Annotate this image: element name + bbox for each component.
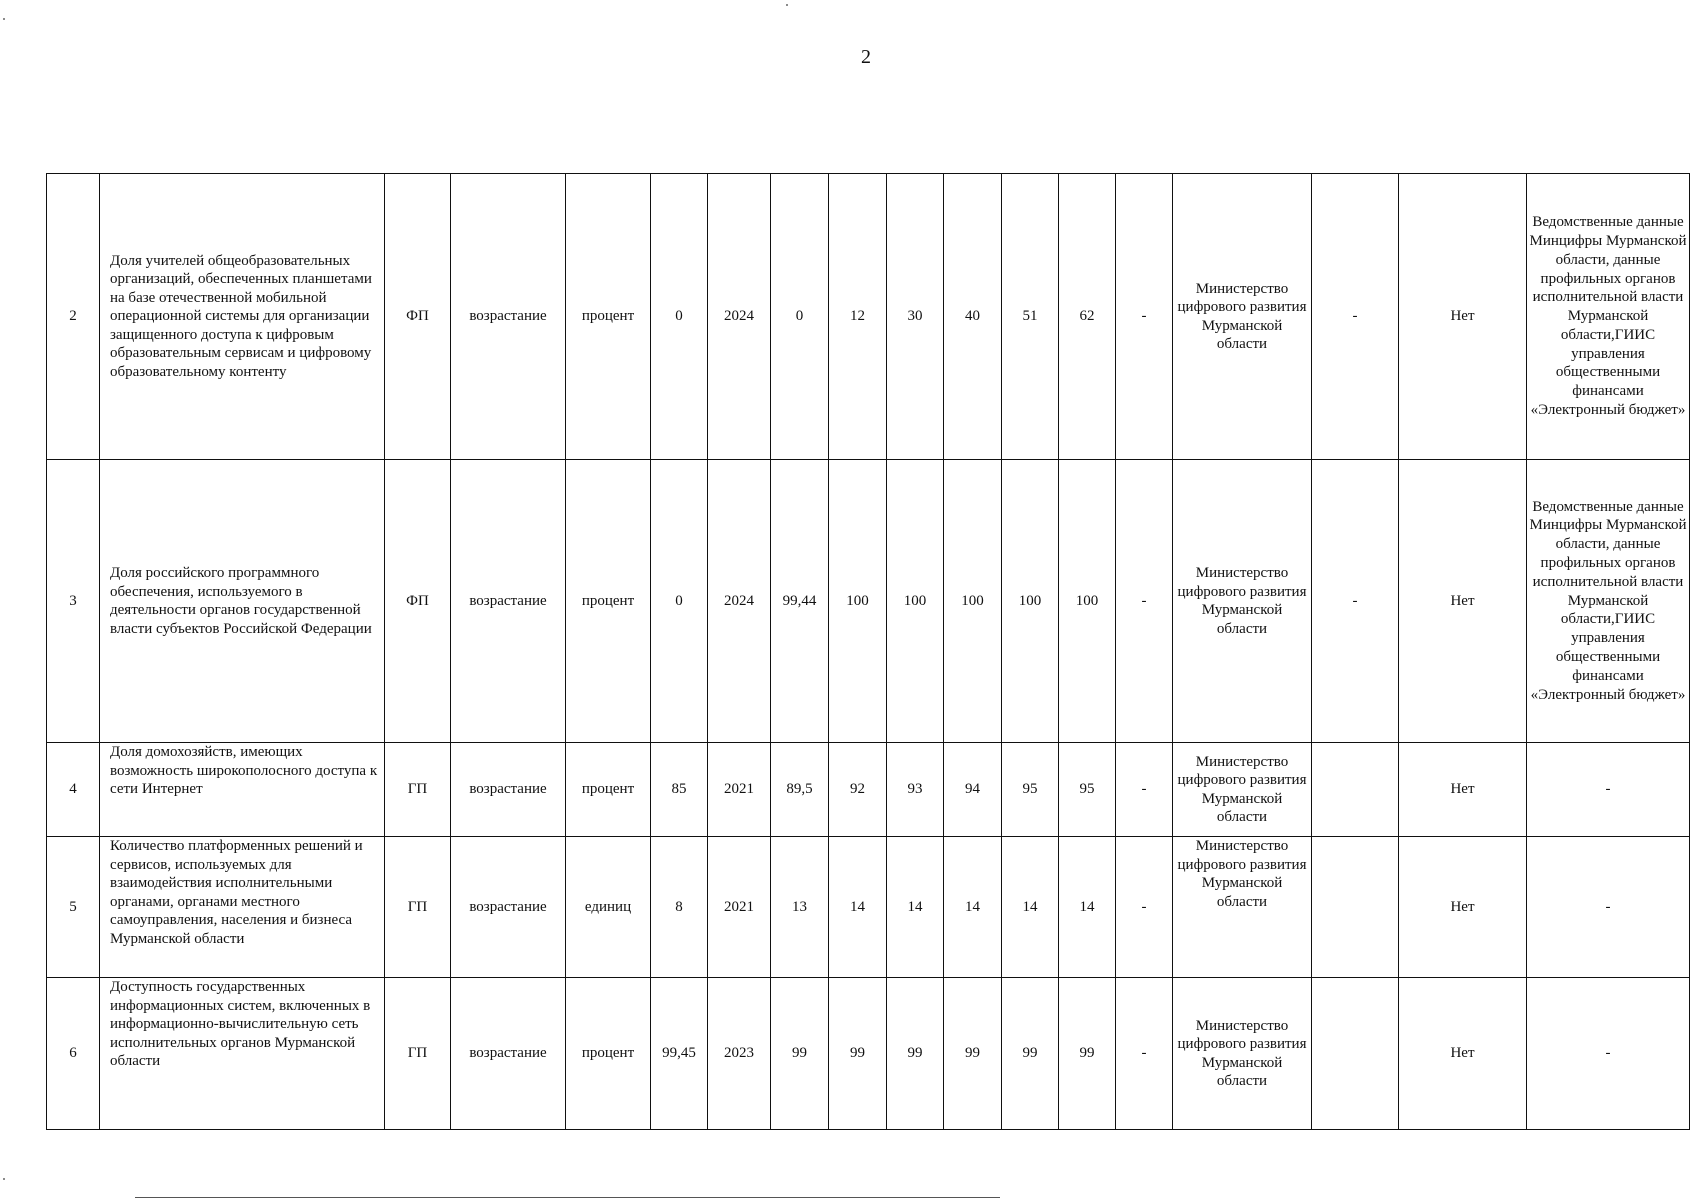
link-cell: - — [1312, 460, 1399, 743]
indicator-level: ФП — [385, 460, 451, 743]
responsible-body: Министерство цифрового развития Мурманской области — [1173, 978, 1312, 1130]
indicator-name: Доля домохозяйств, имеющих возможность широкополосного доступа к сети Интернет — [100, 743, 385, 837]
info-system-cell: Нет — [1399, 743, 1527, 837]
indicator-level: ГП — [385, 978, 451, 1130]
base-value: 99,45 — [651, 978, 708, 1130]
data-source: - — [1527, 743, 1690, 837]
scan-speck — [3, 18, 5, 20]
year-value: 100 — [944, 460, 1002, 743]
row-number: 4 — [47, 743, 100, 837]
link-cell — [1312, 743, 1399, 837]
link-cell — [1312, 837, 1399, 978]
document-cell: - — [1116, 174, 1173, 460]
year-value: 14 — [1002, 837, 1059, 978]
year-value: 0 — [771, 174, 829, 460]
unit-of-measure: единиц — [566, 837, 651, 978]
base-value: 8 — [651, 837, 708, 978]
year-value: 99 — [829, 978, 887, 1130]
document-cell: - — [1116, 837, 1173, 978]
responsible-body: Министерство цифрового развития Мурманской области — [1173, 837, 1312, 978]
year-value: 30 — [887, 174, 944, 460]
indicator-level: ФП — [385, 174, 451, 460]
footer-rule — [135, 1197, 1000, 1198]
year-value: 14 — [1059, 837, 1116, 978]
base-year: 2021 — [708, 743, 771, 837]
data-source: Ведомственные данные Минцифры Мурманской области, данные профильных органов исполнительной власти Мурманской области,ГИИС управления общественными финансами «Электронный бюджет» — [1527, 174, 1690, 460]
indicator-trend: возрастание — [451, 174, 566, 460]
responsible-body: Министерство цифрового развития Мурманской области — [1173, 174, 1312, 460]
document-cell: - — [1116, 460, 1173, 743]
year-value: 14 — [944, 837, 1002, 978]
table-row — [47, 743, 1690, 837]
indicator-name: Доля учителей общеобразовательных организаций, обеспеченных планшетами на базе отечественной мобильной операционной системы для организации защищенного доступа к цифровым образовательным сервисам и цифровому образовательному контенту — [100, 174, 385, 460]
year-value: 100 — [829, 460, 887, 743]
year-value: 99,44 — [771, 460, 829, 743]
document-cell: - — [1116, 978, 1173, 1130]
row-number: 2 — [47, 174, 100, 460]
base-value: 0 — [651, 460, 708, 743]
year-value: 99 — [887, 978, 944, 1130]
year-value: 100 — [1002, 460, 1059, 743]
year-value: 93 — [887, 743, 944, 837]
year-value: 99 — [771, 978, 829, 1130]
info-system-cell: Нет — [1399, 837, 1527, 978]
indicator-trend: возрастание — [451, 460, 566, 743]
indicator-name: Доступность государственных информационных систем, включенных в информационно-вычислительную сеть исполнительных органов Мурманской области — [100, 978, 385, 1130]
indicators-table — [46, 173, 1690, 1130]
indicator-level: ГП — [385, 743, 451, 837]
unit-of-measure: процент — [566, 174, 651, 460]
table-row — [47, 978, 1690, 1130]
indicator-trend: возрастание — [451, 743, 566, 837]
year-value: 14 — [829, 837, 887, 978]
year-value: 12 — [829, 174, 887, 460]
indicator-trend: возрастание — [451, 978, 566, 1130]
base-value: 85 — [651, 743, 708, 837]
year-value: 40 — [944, 174, 1002, 460]
scan-speck — [786, 4, 788, 6]
row-number: 5 — [47, 837, 100, 978]
year-value: 14 — [887, 837, 944, 978]
data-source: Ведомственные данные Минцифры Мурманской области, данные профильных органов исполнительной власти Мурманской области,ГИИС управления общественными финансами «Электронный бюджет» — [1527, 460, 1690, 743]
unit-of-measure: процент — [566, 743, 651, 837]
data-source: - — [1527, 837, 1690, 978]
row-number: 6 — [47, 978, 100, 1130]
link-cell: - — [1312, 174, 1399, 460]
page-number: 2 — [861, 46, 871, 68]
indicator-level: ГП — [385, 837, 451, 978]
base-year: 2021 — [708, 837, 771, 978]
base-year: 2024 — [708, 460, 771, 743]
unit-of-measure: процент — [566, 978, 651, 1130]
year-value: 100 — [887, 460, 944, 743]
year-value: 62 — [1059, 174, 1116, 460]
year-value: 99 — [944, 978, 1002, 1130]
year-value: 13 — [771, 837, 829, 978]
info-system-cell: Нет — [1399, 978, 1527, 1130]
data-source: - — [1527, 978, 1690, 1130]
table-row — [47, 174, 1690, 460]
scan-speck — [3, 1178, 5, 1180]
table-row — [47, 837, 1690, 978]
indicator-trend: возрастание — [451, 837, 566, 978]
indicator-name: Доля российского программного обеспечения, используемого в деятельности органов государственной власти субъектов Российской Федерации — [100, 460, 385, 743]
info-system-cell: Нет — [1399, 460, 1527, 743]
responsible-body: Министерство цифрового развития Мурманской области — [1173, 743, 1312, 837]
year-value: 100 — [1059, 460, 1116, 743]
responsible-body: Министерство цифрового развития Мурманской области — [1173, 460, 1312, 743]
row-number: 3 — [47, 460, 100, 743]
year-value: 89,5 — [771, 743, 829, 837]
year-value: 92 — [829, 743, 887, 837]
info-system-cell: Нет — [1399, 174, 1527, 460]
year-value: 95 — [1002, 743, 1059, 837]
base-year: 2023 — [708, 978, 771, 1130]
base-year: 2024 — [708, 174, 771, 460]
link-cell — [1312, 978, 1399, 1130]
year-value: 95 — [1059, 743, 1116, 837]
year-value: 94 — [944, 743, 1002, 837]
unit-of-measure: процент — [566, 460, 651, 743]
year-value: 51 — [1002, 174, 1059, 460]
base-value: 0 — [651, 174, 708, 460]
year-value: 99 — [1002, 978, 1059, 1130]
indicator-name: Количество платформенных решений и сервисов, используемых для взаимодействия исполнительными органами, органами местного самоуправления, населения и бизнеса Мурманской области — [100, 837, 385, 978]
document-cell: - — [1116, 743, 1173, 837]
table-row — [47, 460, 1690, 743]
year-value: 99 — [1059, 978, 1116, 1130]
